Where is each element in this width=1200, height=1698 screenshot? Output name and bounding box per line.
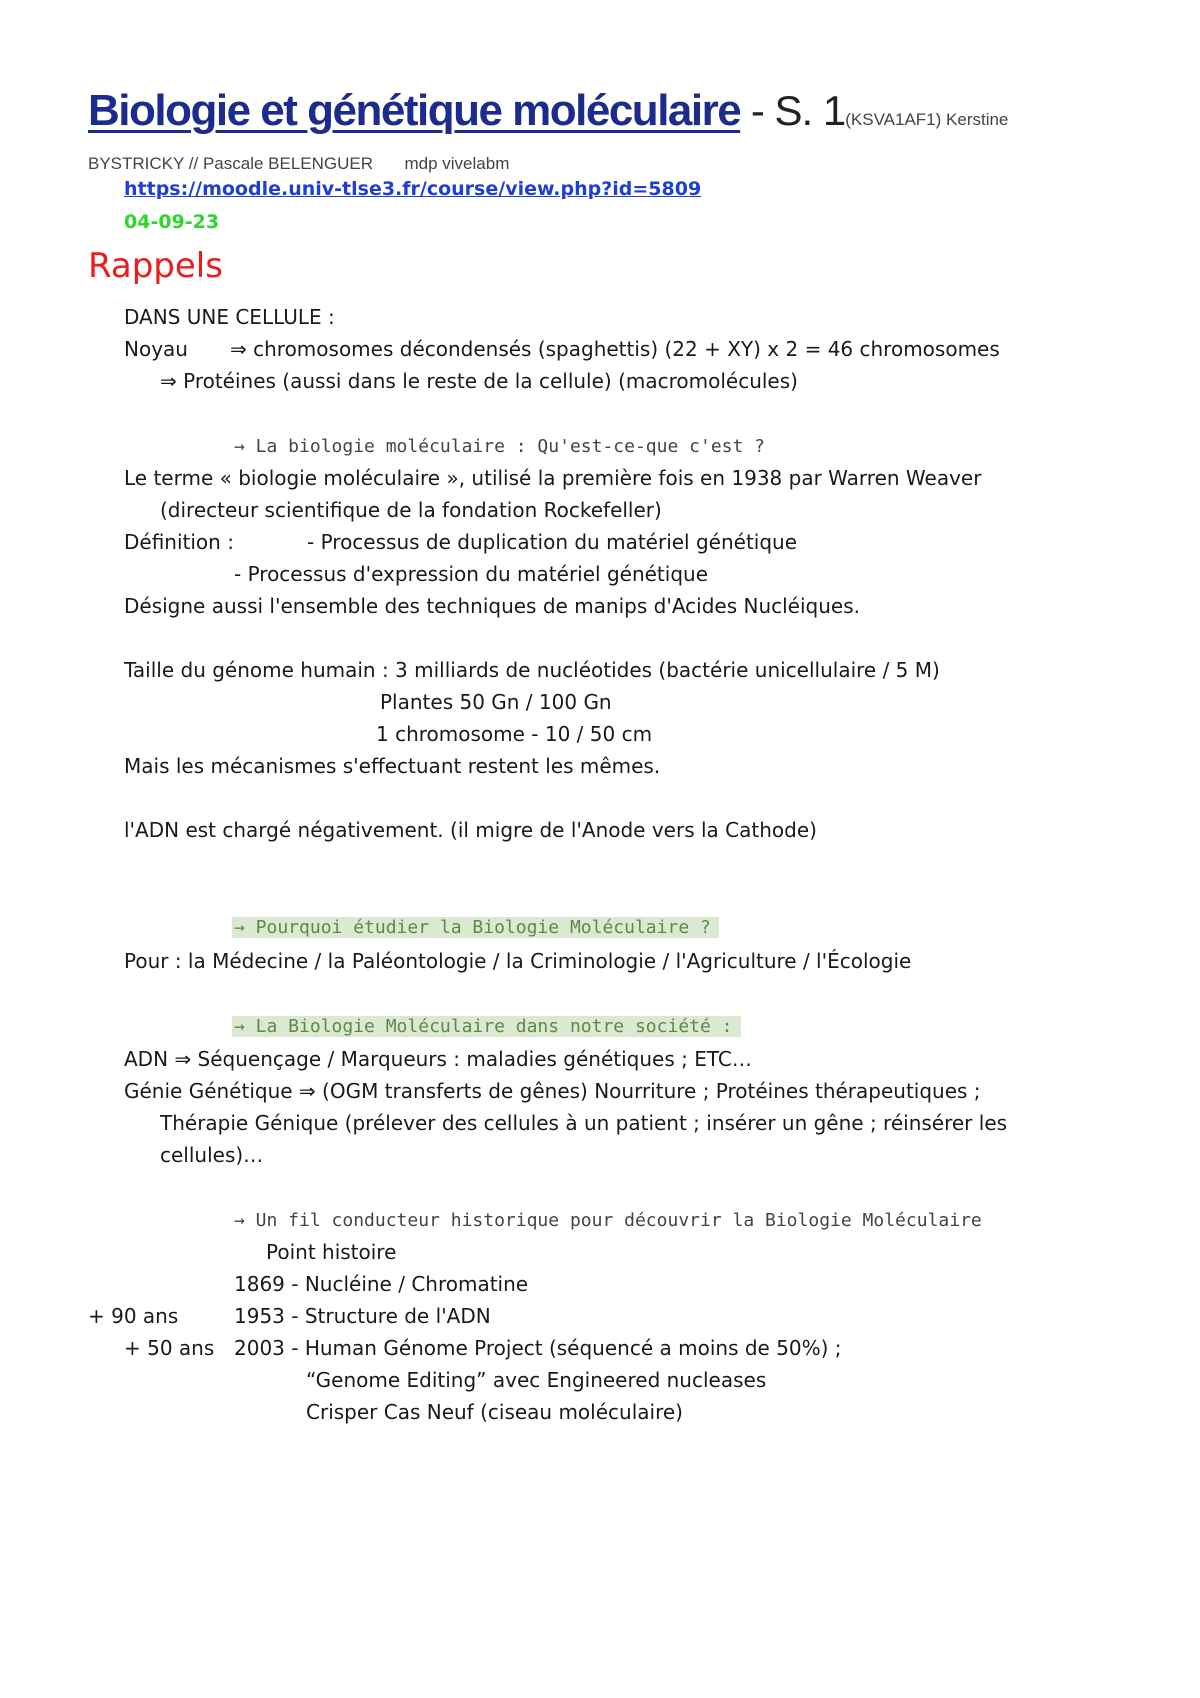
noyau-line xyxy=(124,335,1000,363)
authors-line xyxy=(88,150,509,178)
noyau-text: ⇒ chromosomes décondensés (spaghettis) (22 + XY) x 2 = 46 chromosomes xyxy=(230,337,1000,361)
genie-line-1: Génie Génétique ⇒ (OGM transferts de gênes) Nourriture ; Protéines thérapeutiques ; xyxy=(124,1079,981,1103)
taille-line: Taille du génome humain : 3 milliards de nucléotides (bactérie unicellulaire / 5 M) xyxy=(124,658,940,682)
event-text: 2003 - Human Génome Project (séquencé a moins de 50%) ; xyxy=(234,1336,842,1360)
event-text: 1953 - Structure de l'ADN xyxy=(234,1304,491,1328)
timeline-event xyxy=(234,1270,528,1298)
timeline-event xyxy=(234,1334,842,1362)
subheading-pourquoi-text: → Pourquoi étudier la Biologie Moléculaire ? xyxy=(232,917,719,938)
chromosome-line: 1 chromosome - 10 / 50 cm xyxy=(376,722,653,746)
plantes-line: Plantes 50 Gn / 100 Gn xyxy=(380,690,612,714)
password: mdp vivelabm xyxy=(404,154,510,173)
semester-label: - S. 1 xyxy=(740,87,846,134)
definition-line xyxy=(124,528,797,556)
document-title-line xyxy=(88,82,1008,149)
term-line-1: Le terme « biologie moléculaire », utilisé la première fois en 1938 par Warren Weaver xyxy=(124,466,982,490)
point-histoire: Point histoire xyxy=(266,1240,397,1264)
adn-charge-line: l'ADN est chargé négativement. (il migre de l'Anode vers la Cathode) xyxy=(124,818,817,842)
subheading-societe-text: → La Biologie Moléculaire dans notre société : xyxy=(232,1016,741,1037)
pourquoi-text: Pour : la Médecine / la Paléontologie / la Criminologie / l'Agriculture / l'Écologie xyxy=(124,949,912,973)
definition-item-1: - Processus de duplication du matériel génétique xyxy=(307,530,798,554)
genie-line-3: cellules)… xyxy=(160,1143,264,1167)
document-title: Biologie et génétique moléculaire xyxy=(88,86,741,135)
timeline-offset: + 50 ans xyxy=(124,1336,215,1360)
course-code: (KSVA1AF1) Kerstine xyxy=(845,110,1009,129)
course-date: 04-09-23 xyxy=(124,211,220,233)
authors: BYSTRICKY // Pascale BELENGUER xyxy=(88,154,374,173)
cellule-label: DANS UNE CELLULE : xyxy=(124,305,335,329)
subheading-histoire: → Un fil conducteur historique pour découvrir la Biologie Moléculaire xyxy=(234,1210,982,1231)
crisper-line: Crisper Cas Neuf (ciseau moléculaire) xyxy=(306,1400,683,1424)
definition-item-2: - Processus d'expression du matériel génétique xyxy=(234,562,708,586)
subheading-bio-mol: → La biologie moléculaire : Qu'est-ce-que c'est ? xyxy=(234,436,766,457)
term-line-2: (directeur scientifique de la fondation Rockefeller) xyxy=(160,498,662,522)
subheading-societe xyxy=(232,1013,741,1041)
section-title: Rappels xyxy=(88,246,223,286)
genome-editing-line: “Genome Editing” avec Engineered nucleases xyxy=(306,1368,767,1392)
designe-line: Désigne aussi l'ensemble des techniques de manips d'Acides Nucléiques. xyxy=(124,594,860,618)
genie-line-2: Thérapie Génique (prélever des cellules à un patient ; insérer un gêne ; réinsérer les xyxy=(160,1111,1008,1135)
noyau-label: Noyau xyxy=(124,337,188,361)
definition-label: Définition : xyxy=(124,530,234,554)
event-text: 1869 - Nucléine / Chromatine xyxy=(234,1272,529,1296)
subheading-pourquoi xyxy=(232,914,719,942)
societe-adn-line: ADN ⇒ Séquençage / Marqueurs : maladies génétiques ; ETC… xyxy=(124,1047,752,1071)
mecanismes-line: Mais les mécanismes s'effectuant restent les mêmes. xyxy=(124,754,661,778)
moodle-link[interactable]: https://moodle.univ-tlse3.fr/course/view.php?id=5809 xyxy=(124,178,702,200)
proteines-line: ⇒ Protéines (aussi dans le reste de la cellule) (macromolécules) xyxy=(160,369,798,393)
timeline-event xyxy=(234,1302,491,1330)
timeline-offset: + 90 ans xyxy=(88,1304,179,1328)
